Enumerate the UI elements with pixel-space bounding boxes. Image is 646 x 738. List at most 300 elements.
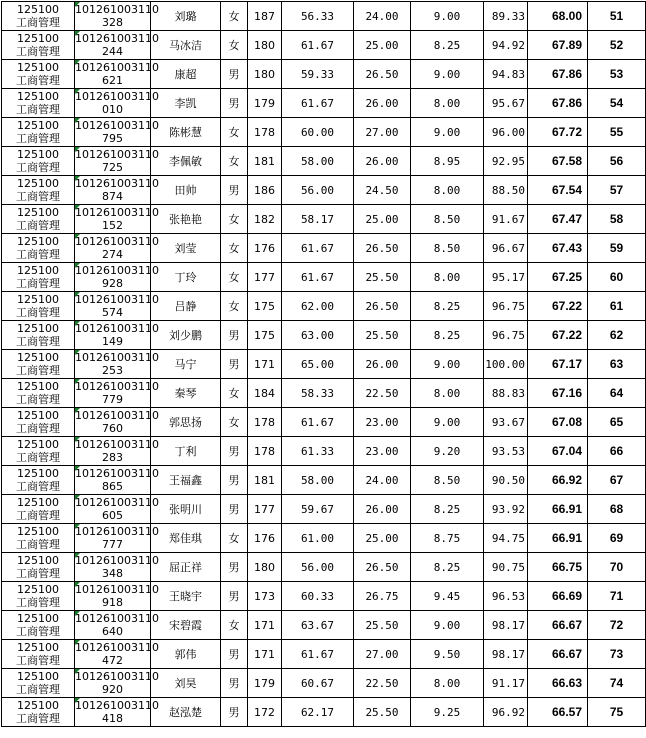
- height-cell: 180: [248, 31, 282, 60]
- height-cell: 181: [248, 466, 282, 495]
- exam-id-suffix: 920: [102, 683, 123, 696]
- score-2-cell: 22.50: [354, 379, 411, 408]
- score-2-cell: 26.00: [354, 147, 411, 176]
- score-3-cell: 9.20: [411, 437, 484, 466]
- exam-id-prefix: 101261003110: [75, 148, 159, 161]
- exam-id-cell: [75, 292, 159, 321]
- score-2-cell: 25.50: [354, 321, 411, 350]
- major-name: 工商管理: [16, 248, 60, 261]
- height-cell: 187: [248, 2, 282, 31]
- exam-id-cell: [75, 698, 159, 727]
- score-4-cell: 93.67: [484, 408, 528, 437]
- exam-id-cell: [75, 640, 159, 669]
- major-cell: [2, 205, 75, 234]
- exam-id-prefix: 101261003110: [75, 177, 159, 190]
- height-cell: 171: [248, 350, 282, 379]
- score-1-cell: 60.33: [282, 582, 354, 611]
- major-name: 工商管理: [16, 335, 60, 348]
- score-3-cell: 9.00: [411, 60, 484, 89]
- score-3-cell: 9.00: [411, 350, 484, 379]
- total-score-cell: 67.16: [528, 379, 588, 408]
- score-1-cell: 61.67: [282, 89, 354, 118]
- major-code: 125100: [17, 61, 59, 74]
- major-code: 125100: [17, 467, 59, 480]
- score-1-cell: 61.33: [282, 437, 354, 466]
- exam-id-suffix: 725: [102, 161, 123, 174]
- score-4-cell: 90.50: [484, 466, 528, 495]
- score-1-cell: 61.67: [282, 234, 354, 263]
- gender-cell: 男: [221, 669, 248, 698]
- score-3-cell: 9.00: [411, 118, 484, 147]
- score-4-cell: 90.75: [484, 553, 528, 582]
- exam-id-cell: [75, 669, 159, 698]
- rank-cell: 61: [588, 292, 646, 321]
- score-4-cell: 94.83: [484, 60, 528, 89]
- score-2-cell: 25.00: [354, 524, 411, 553]
- score-1-cell: 63.00: [282, 321, 354, 350]
- score-3-cell: 8.00: [411, 379, 484, 408]
- score-2-cell: 24.00: [354, 2, 411, 31]
- gender-cell: 女: [221, 118, 248, 147]
- total-score-cell: 66.91: [528, 495, 588, 524]
- name-cell: 刘少鹏: [151, 321, 221, 350]
- major-code: 125100: [17, 496, 59, 509]
- major-name: 工商管理: [16, 277, 60, 290]
- score-4-cell: 96.92: [484, 698, 528, 727]
- score-3-cell: 8.00: [411, 89, 484, 118]
- score-1-cell: 60.00: [282, 118, 354, 147]
- score-1-cell: 61.00: [282, 524, 354, 553]
- score-4-cell: 96.67: [484, 234, 528, 263]
- major-code: 125100: [17, 235, 59, 248]
- exam-id-suffix: 928: [102, 277, 123, 290]
- major-code: 125100: [17, 264, 59, 277]
- height-cell: 176: [248, 234, 282, 263]
- rank-cell: 64: [588, 379, 646, 408]
- major-name: 工商管理: [16, 219, 60, 232]
- major-cell: [2, 437, 75, 466]
- exam-id-cell: [75, 379, 159, 408]
- table-row: [2, 466, 646, 495]
- exam-id-cell: [75, 553, 159, 582]
- exam-id-prefix: 101261003110: [75, 699, 159, 712]
- total-score-cell: 66.57: [528, 698, 588, 727]
- name-cell: 王晓宇: [151, 582, 221, 611]
- gender-cell: 女: [221, 379, 248, 408]
- exam-id-cell: [75, 611, 159, 640]
- score-3-cell: 9.25: [411, 698, 484, 727]
- table-row: [2, 698, 646, 727]
- table-row: [2, 205, 646, 234]
- gender-cell: 男: [221, 321, 248, 350]
- gender-cell: 女: [221, 2, 248, 31]
- major-cell: [2, 147, 75, 176]
- score-2-cell: 26.50: [354, 234, 411, 263]
- height-cell: 184: [248, 379, 282, 408]
- height-cell: 177: [248, 263, 282, 292]
- rank-cell: 66: [588, 437, 646, 466]
- exam-id-suffix: 760: [102, 422, 123, 435]
- exam-id-cell: [75, 495, 159, 524]
- exam-id-cell: [75, 466, 159, 495]
- height-cell: 176: [248, 524, 282, 553]
- height-cell: 181: [248, 147, 282, 176]
- exam-id-cell: [75, 205, 159, 234]
- major-code: 125100: [17, 612, 59, 625]
- score-4-cell: 91.67: [484, 205, 528, 234]
- score-4-cell: 88.83: [484, 379, 528, 408]
- rank-cell: 75: [588, 698, 646, 727]
- total-score-cell: 67.25: [528, 263, 588, 292]
- exam-id-cell: [75, 118, 159, 147]
- score-4-cell: 98.17: [484, 640, 528, 669]
- score-2-cell: 23.00: [354, 408, 411, 437]
- score-1-cell: 58.33: [282, 379, 354, 408]
- major-cell: [2, 611, 75, 640]
- table-row: [2, 147, 646, 176]
- major-code: 125100: [17, 409, 59, 422]
- height-cell: 171: [248, 640, 282, 669]
- exam-id-cell: [75, 582, 159, 611]
- exam-id-suffix: 149: [102, 335, 123, 348]
- major-code: 125100: [17, 293, 59, 306]
- score-4-cell: 95.17: [484, 263, 528, 292]
- total-score-cell: 67.47: [528, 205, 588, 234]
- exam-id-cell: [75, 321, 159, 350]
- exam-id-cell: [75, 437, 159, 466]
- name-cell: 陈彬慧: [151, 118, 221, 147]
- exam-id-prefix: 101261003110: [75, 496, 159, 509]
- major-cell: [2, 176, 75, 205]
- major-cell: [2, 524, 75, 553]
- major-code: 125100: [17, 641, 59, 654]
- score-3-cell: 8.50: [411, 466, 484, 495]
- gender-cell: 男: [221, 640, 248, 669]
- major-cell: [2, 582, 75, 611]
- major-cell: [2, 263, 75, 292]
- name-cell: 吕静: [151, 292, 221, 321]
- name-cell: 赵泓楚: [151, 698, 221, 727]
- exam-id-suffix: 152: [102, 219, 123, 232]
- rank-cell: 69: [588, 524, 646, 553]
- name-cell: 田帅: [151, 176, 221, 205]
- rank-cell: 73: [588, 640, 646, 669]
- table-row: [2, 408, 646, 437]
- gender-cell: 男: [221, 350, 248, 379]
- exam-id-prefix: 101261003110: [75, 235, 159, 248]
- score-4-cell: 88.50: [484, 176, 528, 205]
- exam-id-prefix: 101261003110: [75, 293, 159, 306]
- score-3-cell: 9.00: [411, 408, 484, 437]
- major-name: 工商管理: [16, 393, 60, 406]
- major-code: 125100: [17, 206, 59, 219]
- score-1-cell: 65.00: [282, 350, 354, 379]
- major-cell: [2, 118, 75, 147]
- total-score-cell: 66.67: [528, 611, 588, 640]
- major-name: 工商管理: [16, 45, 60, 58]
- score-2-cell: 25.50: [354, 611, 411, 640]
- table-row: [2, 31, 646, 60]
- score-3-cell: 8.00: [411, 669, 484, 698]
- exam-id-suffix: 605: [102, 509, 123, 522]
- gender-cell: 男: [221, 553, 248, 582]
- rank-cell: 65: [588, 408, 646, 437]
- gender-cell: 男: [221, 698, 248, 727]
- score-1-cell: 63.67: [282, 611, 354, 640]
- height-cell: 182: [248, 205, 282, 234]
- rank-cell: 72: [588, 611, 646, 640]
- exam-id-prefix: 101261003110: [75, 90, 159, 103]
- exam-id-prefix: 101261003110: [75, 525, 159, 538]
- major-cell: [2, 553, 75, 582]
- major-cell: [2, 379, 75, 408]
- table-row: [2, 379, 646, 408]
- table-row: [2, 176, 646, 205]
- name-cell: 张艳艳: [151, 205, 221, 234]
- major-name: 工商管理: [16, 422, 60, 435]
- major-name: 工商管理: [16, 306, 60, 319]
- total-score-cell: 67.22: [528, 321, 588, 350]
- exam-id-suffix: 865: [102, 480, 123, 493]
- total-score-cell: 67.08: [528, 408, 588, 437]
- height-cell: 179: [248, 669, 282, 698]
- score-2-cell: 25.50: [354, 263, 411, 292]
- gender-cell: 女: [221, 147, 248, 176]
- major-code: 125100: [17, 119, 59, 132]
- major-code: 125100: [17, 32, 59, 45]
- score-4-cell: 100.00: [484, 350, 528, 379]
- major-name: 工商管理: [16, 103, 60, 116]
- rank-cell: 63: [588, 350, 646, 379]
- name-cell: 郑佳琪: [151, 524, 221, 553]
- score-1-cell: 56.00: [282, 176, 354, 205]
- score-4-cell: 93.92: [484, 495, 528, 524]
- rank-cell: 58: [588, 205, 646, 234]
- name-cell: 郭伟: [151, 640, 221, 669]
- exam-id-prefix: 101261003110: [75, 583, 159, 596]
- rank-cell: 57: [588, 176, 646, 205]
- score-4-cell: 95.67: [484, 89, 528, 118]
- exam-id-suffix: 918: [102, 596, 123, 609]
- score-3-cell: 8.25: [411, 553, 484, 582]
- score-3-cell: 9.00: [411, 2, 484, 31]
- major-name: 工商管理: [16, 654, 60, 667]
- total-score-cell: 66.63: [528, 669, 588, 698]
- table-row: [2, 118, 646, 147]
- total-score-cell: 67.17: [528, 350, 588, 379]
- gender-cell: 女: [221, 205, 248, 234]
- major-cell: [2, 321, 75, 350]
- name-cell: 马冰洁: [151, 31, 221, 60]
- major-name: 工商管理: [16, 596, 60, 609]
- gender-cell: 女: [221, 524, 248, 553]
- major-cell: [2, 669, 75, 698]
- score-2-cell: 25.00: [354, 205, 411, 234]
- table-row: [2, 89, 646, 118]
- gender-cell: 女: [221, 234, 248, 263]
- gender-cell: 男: [221, 89, 248, 118]
- total-score-cell: 66.75: [528, 553, 588, 582]
- major-cell: [2, 89, 75, 118]
- total-score-cell: 66.91: [528, 524, 588, 553]
- major-name: 工商管理: [16, 364, 60, 377]
- name-cell: 张明川: [151, 495, 221, 524]
- major-cell: [2, 2, 75, 31]
- table-row: [2, 321, 646, 350]
- score-4-cell: 96.75: [484, 321, 528, 350]
- major-name: 工商管理: [16, 480, 60, 493]
- score-3-cell: 9.50: [411, 640, 484, 669]
- score-4-cell: 93.53: [484, 437, 528, 466]
- exam-id-suffix: 253: [102, 364, 123, 377]
- exam-id-prefix: 101261003110: [75, 264, 159, 277]
- total-score-cell: 67.86: [528, 60, 588, 89]
- score-3-cell: 8.25: [411, 31, 484, 60]
- score-1-cell: 59.67: [282, 495, 354, 524]
- score-4-cell: 96.75: [484, 292, 528, 321]
- exam-id-suffix: 621: [102, 74, 123, 87]
- score-3-cell: 9.00: [411, 611, 484, 640]
- rank-cell: 55: [588, 118, 646, 147]
- height-cell: 172: [248, 698, 282, 727]
- score-2-cell: 26.00: [354, 495, 411, 524]
- height-cell: 180: [248, 60, 282, 89]
- score-3-cell: 8.25: [411, 495, 484, 524]
- exam-id-cell: [75, 147, 159, 176]
- major-cell: [2, 495, 75, 524]
- exam-id-cell: [75, 408, 159, 437]
- exam-id-suffix: 010: [102, 103, 123, 116]
- major-name: 工商管理: [16, 161, 60, 174]
- rank-cell: 59: [588, 234, 646, 263]
- rank-cell: 51: [588, 2, 646, 31]
- score-2-cell: 23.00: [354, 437, 411, 466]
- major-cell: [2, 640, 75, 669]
- exam-id-prefix: 101261003110: [75, 119, 159, 132]
- table-row: [2, 234, 646, 263]
- name-cell: 刘莹: [151, 234, 221, 263]
- exam-id-suffix: 418: [102, 712, 123, 725]
- table-row: [2, 350, 646, 379]
- height-cell: 175: [248, 292, 282, 321]
- score-3-cell: 8.25: [411, 321, 484, 350]
- score-3-cell: 8.50: [411, 234, 484, 263]
- height-cell: 180: [248, 553, 282, 582]
- height-cell: 178: [248, 437, 282, 466]
- score-2-cell: 26.00: [354, 89, 411, 118]
- exam-id-prefix: 101261003110: [75, 641, 159, 654]
- score-1-cell: 56.00: [282, 553, 354, 582]
- major-code: 125100: [17, 699, 59, 712]
- rank-cell: 54: [588, 89, 646, 118]
- name-cell: 李佩敏: [151, 147, 221, 176]
- major-name: 工商管理: [16, 451, 60, 464]
- height-cell: 173: [248, 582, 282, 611]
- major-code: 125100: [17, 438, 59, 451]
- exam-id-prefix: 101261003110: [75, 438, 159, 451]
- height-cell: 178: [248, 408, 282, 437]
- exam-id-cell: [75, 176, 159, 205]
- table-row: [2, 524, 646, 553]
- rank-cell: 52: [588, 31, 646, 60]
- table-row: [2, 292, 646, 321]
- exam-id-prefix: 101261003110: [75, 351, 159, 364]
- exam-id-suffix: 472: [102, 654, 123, 667]
- total-score-cell: 66.67: [528, 640, 588, 669]
- total-score-cell: 67.04: [528, 437, 588, 466]
- total-score-cell: 67.54: [528, 176, 588, 205]
- score-2-cell: 27.00: [354, 640, 411, 669]
- table-row: [2, 582, 646, 611]
- exam-id-suffix: 777: [102, 538, 123, 551]
- gender-cell: 女: [221, 263, 248, 292]
- exam-id-cell: [75, 60, 159, 89]
- exam-id-suffix: 574: [102, 306, 123, 319]
- table-row: [2, 640, 646, 669]
- gender-cell: 男: [221, 437, 248, 466]
- score-4-cell: 96.00: [484, 118, 528, 147]
- height-cell: 178: [248, 118, 282, 147]
- score-4-cell: 94.92: [484, 31, 528, 60]
- score-4-cell: 91.17: [484, 669, 528, 698]
- exam-id-prefix: 101261003110: [75, 380, 159, 393]
- major-code: 125100: [17, 148, 59, 161]
- name-cell: 刘璐: [151, 2, 221, 31]
- major-code: 125100: [17, 177, 59, 190]
- major-name: 工商管理: [16, 538, 60, 551]
- table-row: [2, 611, 646, 640]
- score-table: [1, 1, 646, 727]
- rank-cell: 71: [588, 582, 646, 611]
- exam-id-prefix: 101261003110: [75, 612, 159, 625]
- score-4-cell: 96.53: [484, 582, 528, 611]
- exam-id-cell: [75, 31, 159, 60]
- table-row: [2, 263, 646, 292]
- gender-cell: 男: [221, 466, 248, 495]
- height-cell: 177: [248, 495, 282, 524]
- table-row: [2, 60, 646, 89]
- exam-id-prefix: 101261003110: [75, 409, 159, 422]
- name-cell: 丁玲: [151, 263, 221, 292]
- table-body: [2, 2, 646, 727]
- gender-cell: 女: [221, 31, 248, 60]
- major-cell: [2, 31, 75, 60]
- total-score-cell: 67.89: [528, 31, 588, 60]
- gender-cell: 男: [221, 176, 248, 205]
- total-score-cell: 66.69: [528, 582, 588, 611]
- exam-id-suffix: 348: [102, 567, 123, 580]
- score-2-cell: 27.00: [354, 118, 411, 147]
- major-code: 125100: [17, 90, 59, 103]
- table-row: [2, 437, 646, 466]
- score-1-cell: 61.67: [282, 640, 354, 669]
- rank-cell: 62: [588, 321, 646, 350]
- name-cell: 李凯: [151, 89, 221, 118]
- exam-id-prefix: 101261003110: [75, 554, 159, 567]
- score-2-cell: 26.50: [354, 553, 411, 582]
- name-cell: 丁利: [151, 437, 221, 466]
- score-4-cell: 89.33: [484, 2, 528, 31]
- score-1-cell: 60.67: [282, 669, 354, 698]
- table-row: [2, 669, 646, 698]
- major-code: 125100: [17, 380, 59, 393]
- score-2-cell: 25.00: [354, 31, 411, 60]
- rank-cell: 53: [588, 60, 646, 89]
- total-score-cell: 67.72: [528, 118, 588, 147]
- gender-cell: 男: [221, 60, 248, 89]
- gender-cell: 男: [221, 495, 248, 524]
- rank-cell: 67: [588, 466, 646, 495]
